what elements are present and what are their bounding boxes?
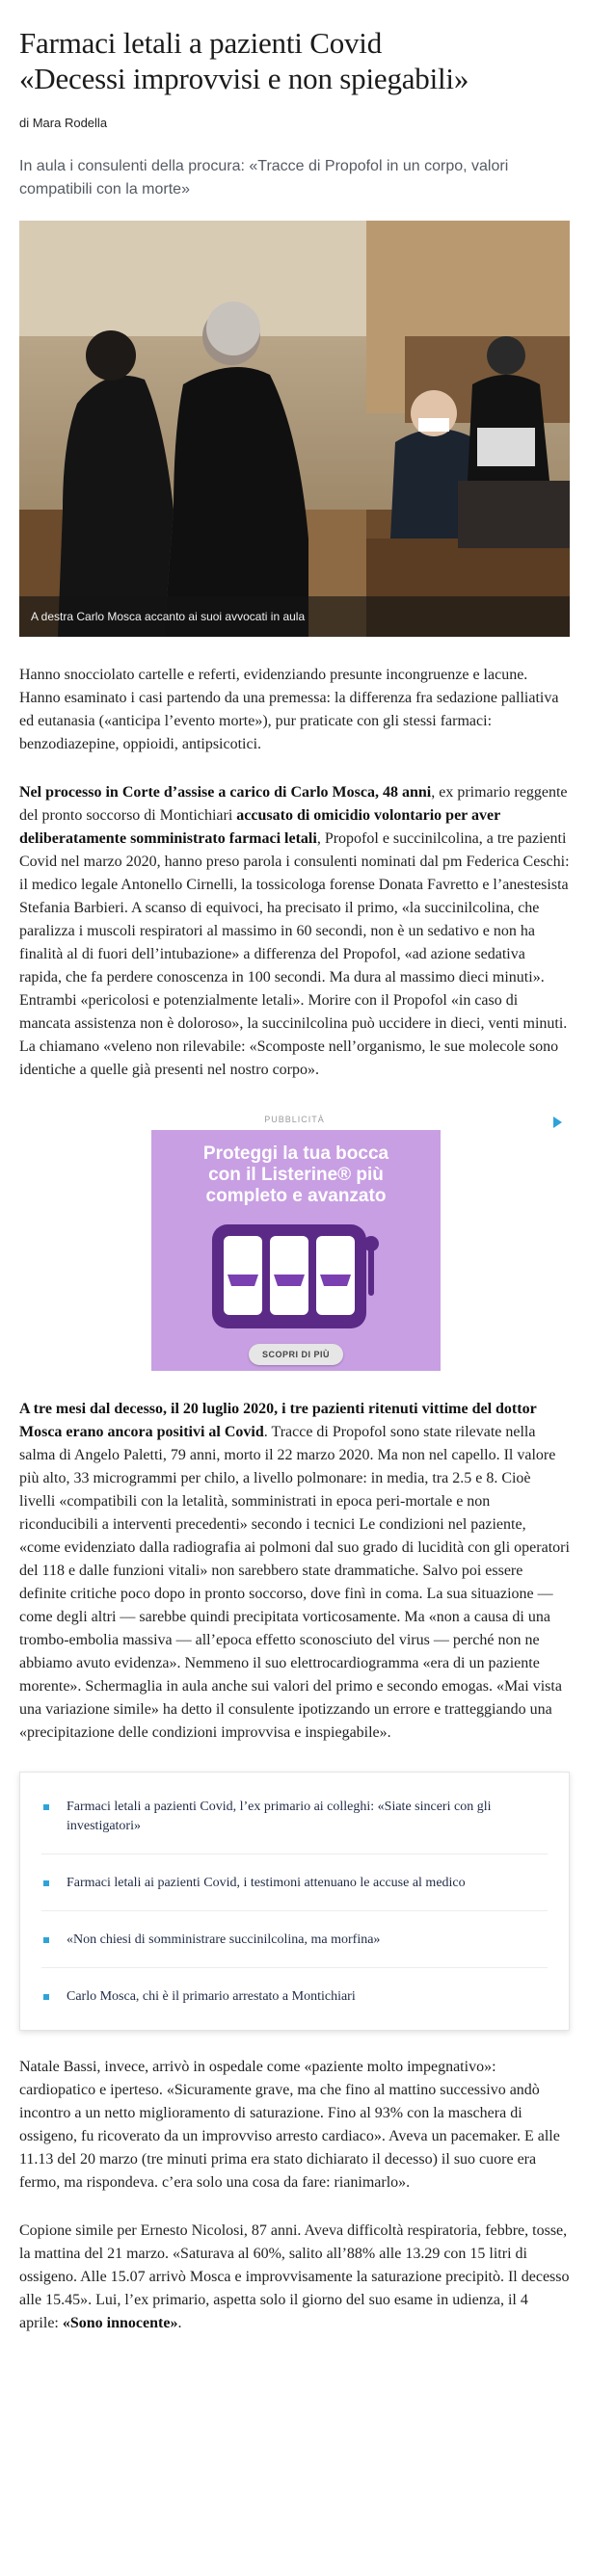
headline-line-2: «Decessi improvvisi e non spiegabili» [19, 62, 469, 95]
p5-bold: «Sono innocente» [62, 2315, 178, 2331]
related-article-title[interactable]: Carlo Mosca, chi è il primario arrestato a Montichiari [67, 1989, 356, 2004]
ad-cta-button[interactable]: SCOPRI DI PIÙ [249, 1344, 343, 1365]
p2-bold-2: accusato di omicidio volontario per aver deliberatamente somministrato farmaci letali [19, 807, 500, 847]
ad-label: PUBBLICITÀ [264, 1115, 325, 1124]
p2-bold-1: Nel processo in Corte d’assise a carico di Carlo Mosca, 48 anni [19, 784, 432, 801]
related-article-link[interactable] [41, 1968, 548, 2024]
ad-line-2: con il Listerine® più [208, 1165, 384, 1185]
related-article-title[interactable]: «Non chiesi di somministrare succinilcolina, ma morfina» [67, 1932, 381, 1947]
ad-line-3: completo e avanzato [205, 1186, 387, 1206]
related-article-title[interactable]: Farmaci letali ai pazienti Covid, i testimoni attenuano le accuse al medico [67, 1876, 466, 1890]
courtroom-photo-image [19, 221, 570, 637]
standfirst: In aula i consulenti della procura: «Tracce di Propofol in un corpo, valori compatibili con la morte» [19, 158, 509, 197]
byline[interactable]: di Mara Rodella [19, 116, 108, 130]
headline-line-1: Farmaci letali a pazienti Covid [19, 26, 383, 60]
body-paragraph-3 [19, 1398, 570, 1745]
slot-machine-icon [204, 1219, 388, 1334]
square-bullet-icon [43, 1880, 49, 1886]
photo-caption: A destra Carlo Mosca accanto ai suoi avvocati in aula [19, 596, 570, 637]
square-bullet-icon [43, 1937, 49, 1943]
square-bullet-icon [43, 1804, 49, 1810]
related-article-title[interactable]: Farmaci letali a pazienti Covid, l’ex primario ai colleghi: «Siate sinceri con gli investigatori» [67, 1800, 492, 1833]
body-paragraph-1: Hanno snocciolato cartelle e referti, evidenziando presunte incongruenze e lacune. Hanno esaminato i casi partendo da una premessa: la differenza fra sedazione palliativa ed eutanasia («anticipa l’evento morte»), pur praticate con gli stessi farmaci: benzodiazepine, oppioidi, antipsicotici. [19, 667, 559, 752]
adchoices-icon[interactable] [553, 1117, 562, 1128]
ad-line-1: Proteggi la tua bocca [202, 1143, 389, 1164]
body-paragraph-4: Natale Bassi, invece, arrivò in ospedale come «paziente molto impegnativo»: cardiopatico e iperteso. «Sicuramente grave, ma che fino al mattino successivo andò incontro a un netto miglioramento di saturazione. Fino al 93% con la maschera di ossigeno, fu ricoverato da un improvviso arresto cardiaco». Aveva un pacemaker. E alle 11.13 del 20 marzo (tre minuti prima era stato dichiarato il decesso) il suo cuore era fermo, ma rispondeva. c’era solo una cosa da fare: rianimarlo». [19, 2059, 560, 2191]
related-article-link[interactable] [41, 1911, 548, 1968]
related-article-link[interactable] [41, 1854, 548, 1911]
related-articles-box [19, 1772, 570, 2031]
p5-text: Copione simile per Ernesto Nicolosi, 87 anni. Aveva difficoltà respiratoria, febbre, tosse, la mattina del 21 marzo. «Saturava al 60%, salito all’88% alle 13.29 con 15 litri di ossigeno. Alle 15.07 arrivò Mosca e improvvisamente la saturazione precipitò. Il decesso alle 15.45». Lui, l’ex primario, aspetta solo il giorno del suo esame in udienza, il 4 aprile: [19, 2222, 570, 2331]
related-article-link[interactable] [41, 1778, 548, 1854]
article-photo[interactable] [19, 221, 570, 637]
p2-text-2: , Propofol e succinilcolina, a tre pazienti Covid nel marzo 2020, hanno preso parola i consulenti nominati dal pm Federica Ceschi: il medico legale Antonello Cirnelli, la tossicologa forense Donata Favretto e l’anestesista Stefania Barbieri. A scanso di equivoci, ha precisato il primo, «la succinilcolina, che paralizza i muscoli respiratori al massimo in 60 secondi, non è un sedativo e non ha finalità al di fuori dell’intubazione» a differenza del Propofol, «ad azione sedativa rapida, che fa perdere conoscenza in 100 secondi. Ma dura al massimo dieci minuti». Entrambi «pericolosi e potenzialmente letali». Morire con il Propofol «in caso di mancata assistenza non è doloroso», la succinilcolina può uccidere in dieci, venti minuti. La chiamano «veleno non rilevabile: «Scomposte nell’organismo, le sue molecole sono identiche a quelle già presenti nel nostro corpo». [19, 830, 570, 1078]
p5-end: . [177, 2315, 182, 2331]
p3-bold: A tre mesi dal decesso, il 20 luglio 2020, i tre pazienti ritenuti vittime del dottor Mosca erano ancora positivi al Covid [19, 1401, 537, 1440]
square-bullet-icon [43, 1994, 49, 2000]
p2-text-1: , ex primario reggente del pronto soccorso di Montichiari [19, 784, 568, 824]
body-paragraph-2 [19, 781, 570, 1082]
body-paragraph-5 [19, 2220, 570, 2335]
ad-headline [151, 1143, 441, 1207]
ad-banner[interactable] [151, 1130, 441, 1371]
p3-text: . Tracce di Propofol sono state rilevate nella salma di Angelo Paletti, 79 anni, morto il 22 marzo 2020. Ma non nel capello. Il valore più alto, 33 microgrammi per chilo, a livello polmonare: in media, tra 2.5 e 8. Cioè livelli «compatibili con la letalità, somministrati in epoca peri-mortale e non riconducibili a interventi precedenti» secondo i tecnici Le condizioni nel paziente, «come evidenziato dalla radiografia ai polmoni dal suo grado di lucidità con gli operatori del 118 e dalle funzioni vitali» non sarebbero state drammatiche. Salvo poi essere definite critiche poco dopo in pronto soccorso, dove finì in coma. La sua situazione — come degli altri — sarebbe quindi precipitata vorticosamente. Ma «non a causa di una trombo-embolia massiva — all’epoca effetto sconosciuto del virus — perché non ne abbiamo avuto evidenza». Nemmeno il suo elettrocardiogramma «era di un paziente morente». Schermaglia in aula anche sui valori del primo e secondo emogas. «Mai vista una variazione simile» ha detto il consulente ipotizzando un errore e tratteggiando una «precipitazione delle condizioni improvvisa e inspiegabile». [19, 1424, 570, 1741]
article-headline [19, 25, 570, 96]
advertisement [19, 1113, 570, 1373]
